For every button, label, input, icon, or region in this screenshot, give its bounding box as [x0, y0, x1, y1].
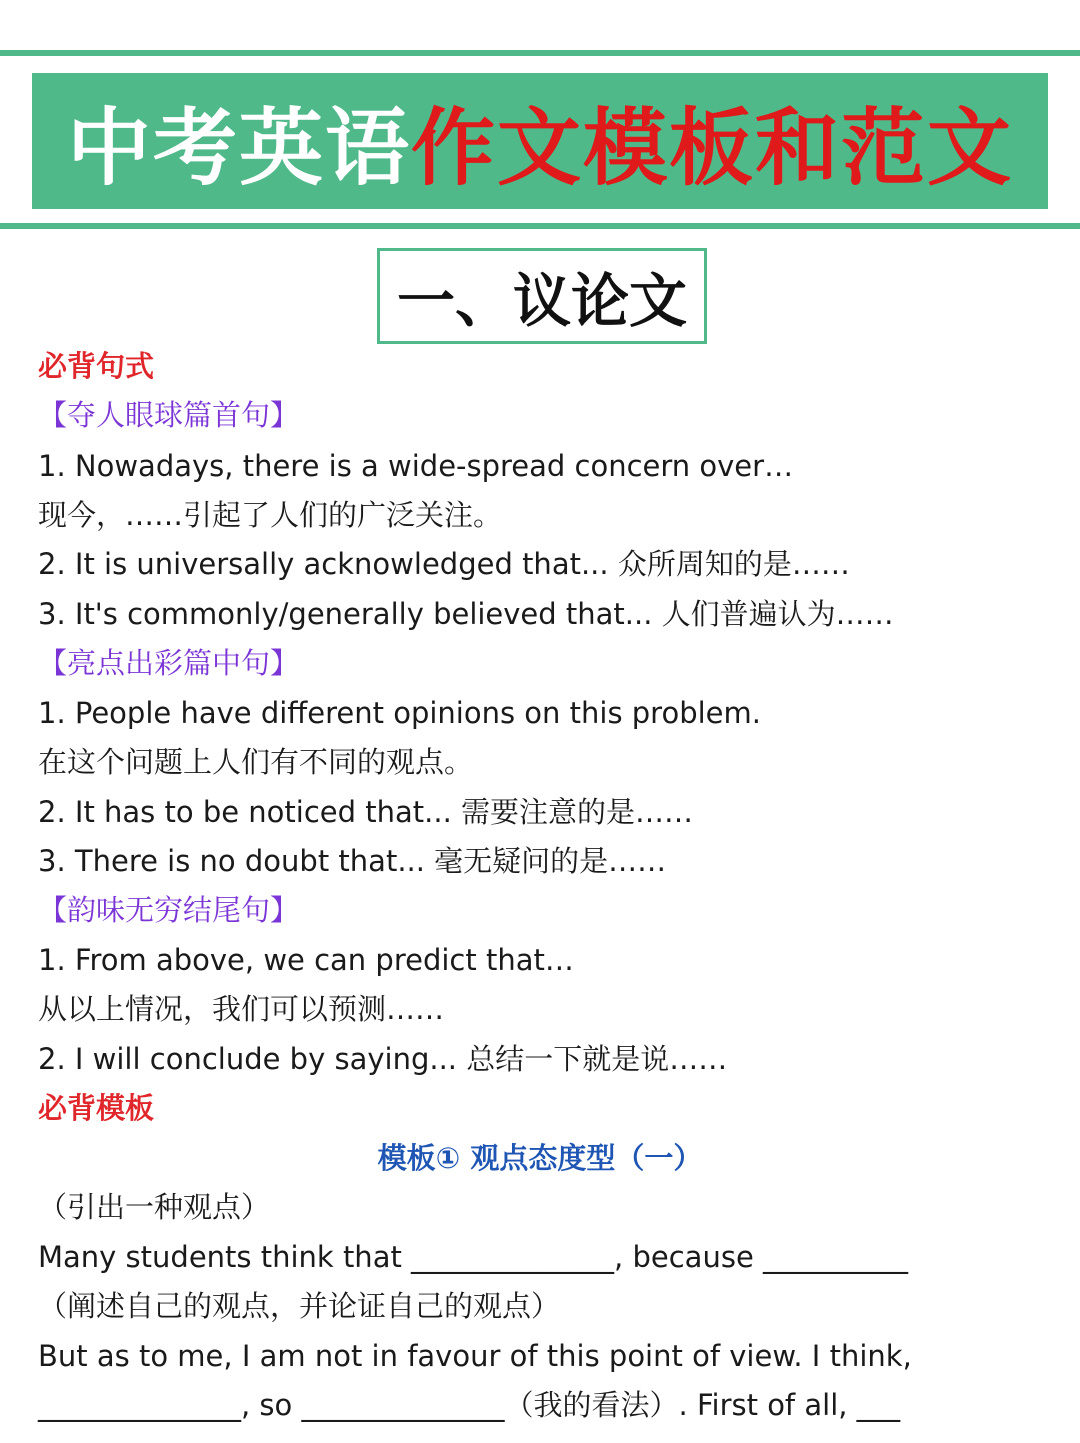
template-1-line-3: （阐述自己的观点，并论证自己的观点） [38, 1289, 561, 1323]
opening-sentence-label: 【夺人眼球篇首句】 [38, 398, 300, 432]
ending-line-1-translation: 从以上情况，我们可以预测…… [38, 992, 445, 1026]
ending-line-1: 1. From above, we can predict that… [38, 943, 574, 977]
template-1-line-4: But as to me, I am not in favour of this point of view. I think, [38, 1339, 912, 1373]
templates-heading: 必背模板 [38, 1091, 155, 1125]
title-red-part: 作文模板和范文 [411, 97, 1014, 197]
middle-line-3: 3. There is no doubt that... 毫无疑问的是…… [38, 844, 667, 878]
template-1-line-5: ______________, so ______________（我的看法）. First of all, ___ [38, 1388, 901, 1422]
middle-line-1: 1. People have different opinions on this problem. [38, 696, 761, 730]
opening-line-1-translation: 现今，……引起了人们的广泛关注。 [38, 498, 503, 532]
bottom-divider [0, 223, 1080, 229]
ending-line-2: 2. I will conclude by saying... 总结一下就是说…… [38, 1042, 728, 1076]
middle-line-1-translation: 在这个问题上人们有不同的观点。 [38, 745, 474, 779]
middle-sentence-label: 【亮点出彩篇中句】 [38, 646, 300, 680]
middle-line-2: 2. It has to be noticed that... 需要注意的是…… [38, 795, 694, 829]
opening-line-1: 1. Nowadays, there is a wide-spread concern over… [38, 449, 794, 483]
opening-line-2: 2. It is universally acknowledged that... 众所周知的是…… [38, 547, 850, 581]
title-white-part: 中考英语 [66, 97, 411, 197]
template-1-title: 模板① 观点态度型（一） [377, 1141, 703, 1175]
sentence-patterns-heading: 必背句式 [38, 349, 155, 383]
template-1-line-2: Many students think that ______________, because __________ [38, 1240, 908, 1274]
opening-line-3: 3. It's commonly/generally believed that... 人们普遍认为…… [38, 597, 894, 631]
top-divider [0, 50, 1080, 56]
title-banner [32, 73, 1048, 209]
section-title: 一、议论文 [377, 248, 707, 344]
ending-sentence-label: 【韵味无穷结尾句】 [38, 893, 300, 927]
template-1-line-1: （引出一种观点） [38, 1190, 271, 1224]
